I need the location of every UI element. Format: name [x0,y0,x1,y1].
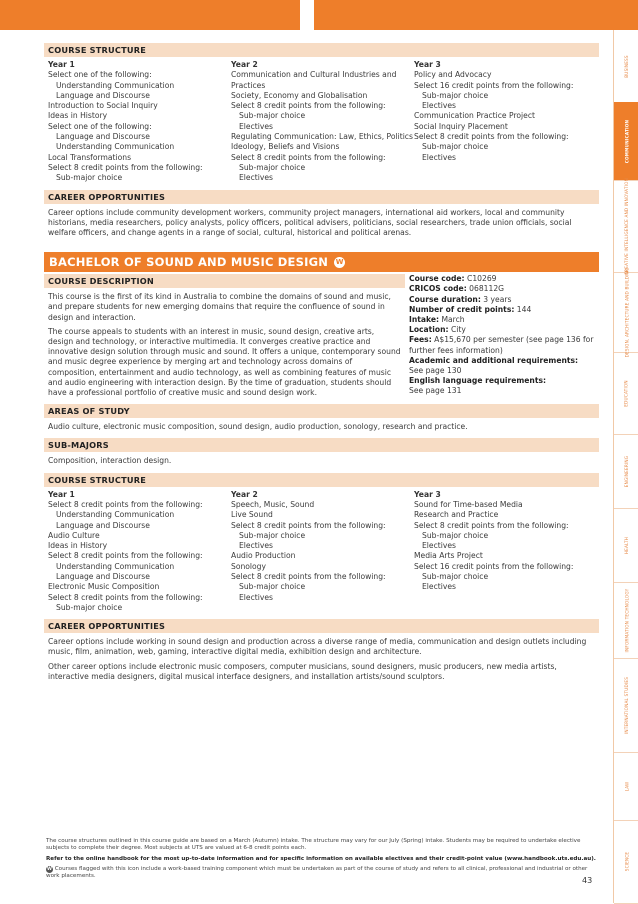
subject-line: Society, Economy and Globalisation [231,90,368,100]
subject-line: Introduction to Social Inquiry [48,101,158,111]
subject-line: Audio Production [231,551,296,561]
year-2-column [231,60,414,184]
section-tab-communication[interactable]: COMMUNICATION [614,102,638,181]
subject-line: Speech, Music, Sound [231,499,315,509]
subject-option: Sub-major choice [56,173,123,183]
year-2-column [231,490,414,614]
career-opportunities-p2: Other career options include electronic music composers, computer musicians, sound designers, music producers, new media artists, interactive media designers, digital musical interface designers, and installation artists/sound sculptors. [48,661,557,681]
subject-option: Electives [422,541,456,551]
subject-line: Select 8 credit points from the following: [48,499,203,509]
career-opportunities-heading: CAREER OPPORTUNITIES [44,190,599,204]
section-tab-creative-intelligence-and-innovation[interactable]: CREATIVE INTELLIGENCE AND INNOVATION [614,180,638,273]
subject-option: Sub-major choice [239,582,306,592]
section-tab-science[interactable]: SCIENCE [614,820,638,904]
subject-line: Social Inquiry Placement [414,121,508,131]
subject-line: Select 8 credit points from the following: [414,520,569,530]
subject-line: Select 8 credit points from the following: [231,101,386,111]
footer-note-intake: The course structures outlined in this course guide are based on a March (Autumn) intake. The structure may vary for our July (Spring) intake. Students may be required to undertake elective subjects to complete their degree. Most subjects at UTS are valued at 6-8 credit points each. [46,838,581,852]
subject-line: Local Transformations [48,152,132,162]
subject-option: Sub-major choice [56,602,123,612]
course-title [44,252,599,272]
subject-line: Research and Practice [414,510,499,520]
subject-line: Select 8 credit points from the following: [231,152,386,162]
subject-option: Electives [422,152,456,162]
year-heading: Year 1 [48,60,75,69]
work-placement-icon: W [335,258,344,267]
subject-option: Electives [239,592,273,602]
subject-option: Electives [239,121,273,131]
subject-option: Electives [239,173,273,183]
subject-option: Sub-major choice [422,530,489,540]
subject-line: Sonology [231,561,266,571]
section-tab-education[interactable]: EDUCATION [614,352,638,435]
subject-option: Electives [422,101,456,111]
footer-note-work-placement: W Courses flagged with this icon include a work-based training component which must be undertaken as part of the course of study and refers to all clinical, professional and industrial or other work placements. [46,865,588,880]
subject-line: Select 8 credit points from the following: [48,162,203,172]
subject-option: Sub-major choice [422,90,489,100]
course-description-heading: COURSE DESCRIPTION [44,274,405,288]
academic-requirements-label: Academic and additional requirements: [409,355,579,365]
year-3-column [414,60,597,184]
location: City [451,325,466,335]
english-requirements-ref: See page 131 [409,386,462,396]
cricos-code: 068112G [469,284,505,294]
year-1-column [48,490,231,614]
subject-line: Media Arts Project [414,551,483,561]
sub-majors-text: Composition, interaction design. [48,456,172,466]
subject-line: Select 16 credit points from the following: [414,561,574,571]
subject-option: Sub-major choice [239,111,306,121]
section-tab-design-architecture-and-building[interactable]: DESIGN, ARCHITECTURE AND BUILDING [614,272,638,353]
subject-option: Language and Discourse [56,132,150,142]
course-description-block [44,274,599,398]
credit-points: 144 [516,304,532,314]
year-heading: Year 1 [48,489,75,499]
footer-note-handbook: Refer to the online handbook for the most up-to-date information and for specific information on available electives and their credit-point value (www.handbook.uts.edu.au). [46,855,596,862]
footer-notes [46,838,596,883]
career-opportunities-text: Career options include community development workers, community project managers, international aid workers, local and community historians, media researchers, policy analysts, policy officers, political advisers, politicians, social researchers, trade union officials, social welfare officers, and change agents in a range of social, cultural, historical and political arenas. [48,207,572,237]
section-tab-information-technology[interactable]: INFORMATION TECHNOLOGY [614,582,638,659]
subject-option: Sub-major choice [239,530,306,540]
subject-option: Language and Discourse [56,90,150,100]
subject-line: Electronic Music Composition [48,582,160,592]
subject-option: Understanding Communication [56,80,175,90]
course-structure-columns [44,60,599,184]
fees: A$15,670 per semester (see page 136 for further fees information) [409,335,594,355]
section-tab-health[interactable]: HEALTH [614,508,638,583]
areas-of-study-text: Audio culture, electronic music composition, sound design, audio production, sonology, research and practice. [48,422,468,432]
areas-of-study-heading: AREAS OF STUDY [44,404,599,418]
subject-line: Select 8 credit points from the following: [231,571,386,581]
year-3-column [414,490,597,614]
page-content [44,43,599,682]
course-code: C10269 [467,274,497,284]
subject-option: Sub-major choice [239,162,306,172]
subject-line: Select 8 credit points from the following: [414,132,569,142]
section-tab-law[interactable]: LAW [614,752,638,821]
subject-line: Select 8 credit points from the following: [48,592,203,602]
year-heading: Year 2 [231,60,258,69]
year-heading: Year 2 [231,489,258,499]
course-structure-heading-2: COURSE STRUCTURE [44,473,599,487]
course-structure-heading: COURSE STRUCTURE [44,43,599,57]
section-tab-engineering[interactable]: ENGINEERING [614,434,638,509]
career-opportunities-heading-2: CAREER OPPORTUNITIES [44,619,599,633]
subject-line: Select 16 credit points from the following: [414,80,574,90]
subject-line: Audio Culture [48,530,100,540]
page-number: 43 [582,876,593,885]
course-title-text: BACHELOR OF SOUND AND MUSIC DESIGN [49,255,329,270]
subject-line: Sound for Time-based Media [414,499,523,509]
subject-line: Communication Practice Project [414,111,535,121]
year-1-column [48,60,231,184]
subject-line: Ideas in History [48,111,108,121]
subject-option: Sub-major choice [422,571,489,581]
top-orange-bar [0,0,638,30]
course-structure-columns-2 [44,490,599,614]
subject-option: Sub-major choice [422,142,489,152]
year-heading: Year 3 [414,489,441,499]
subject-line: Regulating Communication: Law, Ethics, Politics [231,132,413,142]
course-description-p2: The course appeals to students with an interest in music, sound design, creative arts, design and technology, or interactive multimedia. It converges creative practice and innovative design solution through music and sound. It offers a unique, contemporary sound and music degree experience by merging art and technology across domains of composition, entertainment and audio technology, as well as combining features of music and audio engineering with interaction design. By the time of graduation, students should have a professional portfolio of creative music and sound design work. [48,326,401,397]
top-bar-gap [300,0,314,30]
subject-line: Select one of the following: [48,121,152,131]
subject-option: Understanding Communication [56,142,175,152]
subject-option: Understanding Communication [56,510,175,520]
subject-line: Select 8 credit points from the following: [231,520,386,530]
course-duration: 3 years [483,294,512,304]
subject-option: Understanding Communication [56,561,175,571]
course-info-panel: Course code: C10269 CRICOS code: 068112G Course duration: 3 years Number of credit points: 144 Intake: March Location: City Fees: A$15,670 per semester (see page 136 for further fees information) Academic and additional requirements: See page 130 English language requirements: See page 131 [409,274,599,398]
section-tab-international-studies[interactable]: INTERNATIONAL STUDIES [614,658,638,753]
subject-line: Ideology, Beliefs and Visions [231,142,340,152]
section-tabs [613,30,638,903]
section-tab-business[interactable]: BUSINESS [614,30,638,103]
subject-line: Live Sound [231,510,273,520]
career-opportunities-p1: Career options include working in sound design and production across a diverse range of media, communication and design outlets including music, film, animation, web, gaming, interactive digital media, exhibition design and architecture. [48,637,587,657]
intake: March [441,314,465,324]
subject-option: Electives [239,541,273,551]
course-description-p1: This course is the first of its kind in Australia to combine the domains of sound and music, and prepare students for new emerging domains that require the confluence of sound in design and interaction. [48,292,391,322]
subject-option: Electives [422,582,456,592]
work-placement-icon-small: W [47,866,52,872]
subject-line: Select one of the following: [48,70,152,80]
subject-line: Ideas in History [48,541,108,551]
subject-line: Select 8 credit points from the following: [48,551,203,561]
year-heading: Year 3 [414,60,441,69]
english-requirements-label: English language requirements: [409,376,547,386]
subject-option: Language and Discourse [56,571,150,581]
subject-line: Policy and Advocacy [414,70,492,80]
subject-line: Communication and Cultural Industries and Practices [231,70,397,90]
subject-option: Language and Discourse [56,520,150,530]
sub-majors-heading: SUB-MAJORS [44,438,599,452]
academic-requirements-ref: See page 130 [409,366,462,375]
